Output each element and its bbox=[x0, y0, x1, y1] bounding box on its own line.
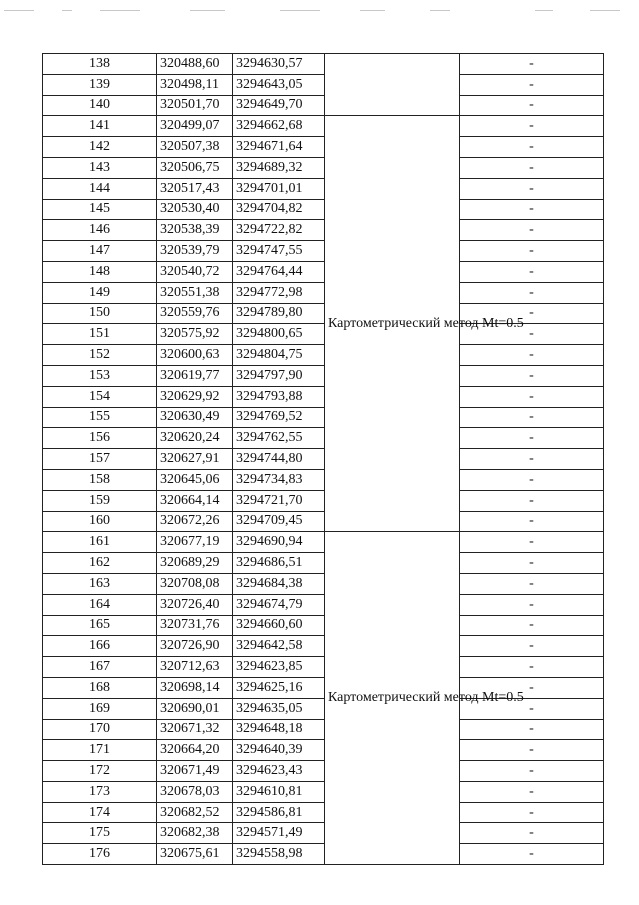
x-coordinate-cell: 320677,19 bbox=[157, 532, 233, 553]
point-number-cell: 143 bbox=[43, 157, 157, 178]
x-coordinate-cell: 320507,38 bbox=[157, 137, 233, 158]
note-cell: - bbox=[460, 157, 604, 178]
table-row bbox=[43, 407, 604, 428]
note-cell: - bbox=[460, 116, 604, 137]
note-cell: - bbox=[460, 324, 604, 345]
table-row bbox=[43, 261, 604, 282]
point-number-cell: 169 bbox=[43, 698, 157, 719]
x-coordinate-cell: 320539,79 bbox=[157, 241, 233, 262]
y-coordinate-cell: 3294586,81 bbox=[233, 802, 325, 823]
table-row bbox=[43, 781, 604, 802]
x-coordinate-cell: 320731,76 bbox=[157, 615, 233, 636]
point-number-cell: 161 bbox=[43, 532, 157, 553]
point-number-cell: 149 bbox=[43, 282, 157, 303]
x-coordinate-cell: 320627,91 bbox=[157, 449, 233, 470]
table-row bbox=[43, 657, 604, 678]
y-coordinate-cell: 3294662,68 bbox=[233, 116, 325, 137]
y-coordinate-cell: 3294762,55 bbox=[233, 428, 325, 449]
x-coordinate-cell: 320530,40 bbox=[157, 199, 233, 220]
table-row bbox=[43, 636, 604, 657]
note-cell: - bbox=[460, 781, 604, 802]
point-number-cell: 162 bbox=[43, 553, 157, 574]
table-row bbox=[43, 490, 604, 511]
x-coordinate-cell: 320630,49 bbox=[157, 407, 233, 428]
table-row bbox=[43, 594, 604, 615]
y-coordinate-cell: 3294649,70 bbox=[233, 95, 325, 116]
y-coordinate-cell: 3294648,18 bbox=[233, 719, 325, 740]
table-row bbox=[43, 573, 604, 594]
note-cell: - bbox=[460, 407, 604, 428]
y-coordinate-cell: 3294804,75 bbox=[233, 345, 325, 366]
x-coordinate-cell: 320645,06 bbox=[157, 469, 233, 490]
note-cell: - bbox=[460, 802, 604, 823]
table-row bbox=[43, 553, 604, 574]
x-coordinate-cell: 320708,08 bbox=[157, 573, 233, 594]
table-row bbox=[43, 241, 604, 262]
x-coordinate-cell: 320664,20 bbox=[157, 740, 233, 761]
y-coordinate-cell: 3294623,43 bbox=[233, 761, 325, 782]
x-coordinate-cell: 320551,38 bbox=[157, 282, 233, 303]
point-number-cell: 170 bbox=[43, 719, 157, 740]
point-number-cell: 172 bbox=[43, 761, 157, 782]
table-row bbox=[43, 740, 604, 761]
table-row bbox=[43, 282, 604, 303]
table-row bbox=[43, 54, 604, 75]
point-number-cell: 166 bbox=[43, 636, 157, 657]
x-coordinate-cell: 320506,75 bbox=[157, 157, 233, 178]
y-coordinate-cell: 3294772,98 bbox=[233, 282, 325, 303]
table-row bbox=[43, 719, 604, 740]
note-cell: - bbox=[460, 469, 604, 490]
y-coordinate-cell: 3294625,16 bbox=[233, 677, 325, 698]
point-number-cell: 164 bbox=[43, 594, 157, 615]
point-number-cell: 168 bbox=[43, 677, 157, 698]
note-cell: - bbox=[460, 74, 604, 95]
point-number-cell: 176 bbox=[43, 844, 157, 865]
x-coordinate-cell: 320682,38 bbox=[157, 823, 233, 844]
table-row bbox=[43, 199, 604, 220]
point-number-cell: 157 bbox=[43, 449, 157, 470]
point-number-cell: 153 bbox=[43, 365, 157, 386]
y-coordinate-cell: 3294686,51 bbox=[233, 553, 325, 574]
x-coordinate-cell: 320690,01 bbox=[157, 698, 233, 719]
table-row bbox=[43, 95, 604, 116]
point-number-cell: 173 bbox=[43, 781, 157, 802]
table-row bbox=[43, 345, 604, 366]
x-coordinate-cell: 320575,92 bbox=[157, 324, 233, 345]
note-cell: - bbox=[460, 740, 604, 761]
y-coordinate-cell: 3294769,52 bbox=[233, 407, 325, 428]
y-coordinate-cell: 3294709,45 bbox=[233, 511, 325, 532]
y-coordinate-cell: 3294690,94 bbox=[233, 532, 325, 553]
x-coordinate-cell: 320671,32 bbox=[157, 719, 233, 740]
y-coordinate-cell: 3294671,64 bbox=[233, 137, 325, 158]
y-coordinate-cell: 3294660,60 bbox=[233, 615, 325, 636]
table-row bbox=[43, 449, 604, 470]
note-cell: - bbox=[460, 677, 604, 698]
table-row bbox=[43, 116, 604, 137]
point-number-cell: 146 bbox=[43, 220, 157, 241]
point-number-cell: 138 bbox=[43, 54, 157, 75]
table-row bbox=[43, 386, 604, 407]
point-number-cell: 160 bbox=[43, 511, 157, 532]
y-coordinate-cell: 3294642,58 bbox=[233, 636, 325, 657]
x-coordinate-cell: 320600,63 bbox=[157, 345, 233, 366]
y-coordinate-cell: 3294722,82 bbox=[233, 220, 325, 241]
x-coordinate-cell: 320619,77 bbox=[157, 365, 233, 386]
point-number-cell: 174 bbox=[43, 802, 157, 823]
point-number-cell: 163 bbox=[43, 573, 157, 594]
x-coordinate-cell: 320672,26 bbox=[157, 511, 233, 532]
note-cell: - bbox=[460, 511, 604, 532]
note-cell: - bbox=[460, 282, 604, 303]
x-coordinate-cell: 320559,76 bbox=[157, 303, 233, 324]
y-coordinate-cell: 3294800,65 bbox=[233, 324, 325, 345]
y-coordinate-cell: 3294635,05 bbox=[233, 698, 325, 719]
x-coordinate-cell: 320517,43 bbox=[157, 178, 233, 199]
y-coordinate-cell: 3294630,57 bbox=[233, 54, 325, 75]
note-cell: - bbox=[460, 823, 604, 844]
y-coordinate-cell: 3294571,49 bbox=[233, 823, 325, 844]
y-coordinate-cell: 3294747,55 bbox=[233, 241, 325, 262]
y-coordinate-cell: 3294721,70 bbox=[233, 490, 325, 511]
x-coordinate-cell: 320501,70 bbox=[157, 95, 233, 116]
note-cell: - bbox=[460, 345, 604, 366]
x-coordinate-cell: 320498,11 bbox=[157, 74, 233, 95]
point-number-cell: 139 bbox=[43, 74, 157, 95]
x-coordinate-cell: 320664,14 bbox=[157, 490, 233, 511]
method-cell bbox=[325, 54, 460, 116]
x-coordinate-cell: 320629,92 bbox=[157, 386, 233, 407]
point-number-cell: 155 bbox=[43, 407, 157, 428]
x-coordinate-cell: 320538,39 bbox=[157, 220, 233, 241]
x-coordinate-cell: 320499,07 bbox=[157, 116, 233, 137]
coordinates-table-body bbox=[43, 54, 604, 865]
table-row bbox=[43, 761, 604, 782]
point-number-cell: 144 bbox=[43, 178, 157, 199]
table-row bbox=[43, 469, 604, 490]
scan-artifacts bbox=[0, 6, 639, 20]
x-coordinate-cell: 320689,29 bbox=[157, 553, 233, 574]
y-coordinate-cell: 3294764,44 bbox=[233, 261, 325, 282]
point-number-cell: 145 bbox=[43, 199, 157, 220]
point-number-cell: 158 bbox=[43, 469, 157, 490]
note-cell: - bbox=[460, 95, 604, 116]
note-cell: - bbox=[460, 137, 604, 158]
note-cell: - bbox=[460, 553, 604, 574]
point-number-cell: 175 bbox=[43, 823, 157, 844]
table-row bbox=[43, 137, 604, 158]
note-cell: - bbox=[460, 657, 604, 678]
x-coordinate-cell: 320678,03 bbox=[157, 781, 233, 802]
point-number-cell: 167 bbox=[43, 657, 157, 678]
x-coordinate-cell: 320488,60 bbox=[157, 54, 233, 75]
table-row bbox=[43, 532, 604, 553]
note-cell: - bbox=[460, 261, 604, 282]
point-number-cell: 165 bbox=[43, 615, 157, 636]
note-cell: - bbox=[460, 719, 604, 740]
y-coordinate-cell: 3294610,81 bbox=[233, 781, 325, 802]
y-coordinate-cell: 3294558,98 bbox=[233, 844, 325, 865]
table-row bbox=[43, 823, 604, 844]
note-cell: - bbox=[460, 594, 604, 615]
note-cell: - bbox=[460, 573, 604, 594]
point-number-cell: 140 bbox=[43, 95, 157, 116]
note-cell: - bbox=[460, 220, 604, 241]
y-coordinate-cell: 3294789,80 bbox=[233, 303, 325, 324]
x-coordinate-cell: 320682,52 bbox=[157, 802, 233, 823]
note-cell: - bbox=[460, 532, 604, 553]
x-coordinate-cell: 320726,40 bbox=[157, 594, 233, 615]
point-number-cell: 159 bbox=[43, 490, 157, 511]
table-row bbox=[43, 74, 604, 95]
y-coordinate-cell: 3294704,82 bbox=[233, 199, 325, 220]
table-row bbox=[43, 844, 604, 865]
table-row bbox=[43, 178, 604, 199]
note-cell: - bbox=[460, 54, 604, 75]
point-number-cell: 151 bbox=[43, 324, 157, 345]
note-cell: - bbox=[460, 386, 604, 407]
note-cell: - bbox=[460, 303, 604, 324]
x-coordinate-cell: 320671,49 bbox=[157, 761, 233, 782]
note-cell: - bbox=[460, 761, 604, 782]
point-number-cell: 142 bbox=[43, 137, 157, 158]
table-row bbox=[43, 157, 604, 178]
note-cell: - bbox=[460, 241, 604, 262]
x-coordinate-cell: 320540,72 bbox=[157, 261, 233, 282]
method-cell: Картометрический метод Mt=0.5 bbox=[325, 116, 460, 532]
note-cell: - bbox=[460, 698, 604, 719]
point-number-cell: 154 bbox=[43, 386, 157, 407]
point-number-cell: 141 bbox=[43, 116, 157, 137]
note-cell: - bbox=[460, 178, 604, 199]
y-coordinate-cell: 3294734,83 bbox=[233, 469, 325, 490]
note-cell: - bbox=[460, 199, 604, 220]
table-row bbox=[43, 615, 604, 636]
y-coordinate-cell: 3294744,80 bbox=[233, 449, 325, 470]
coordinates-table bbox=[42, 53, 604, 865]
y-coordinate-cell: 3294640,39 bbox=[233, 740, 325, 761]
table-row bbox=[43, 802, 604, 823]
y-coordinate-cell: 3294797,90 bbox=[233, 365, 325, 386]
x-coordinate-cell: 320698,14 bbox=[157, 677, 233, 698]
note-cell: - bbox=[460, 636, 604, 657]
point-number-cell: 156 bbox=[43, 428, 157, 449]
table-row bbox=[43, 428, 604, 449]
point-number-cell: 150 bbox=[43, 303, 157, 324]
point-number-cell: 148 bbox=[43, 261, 157, 282]
note-cell: - bbox=[460, 428, 604, 449]
x-coordinate-cell: 320712,63 bbox=[157, 657, 233, 678]
note-cell: - bbox=[460, 365, 604, 386]
y-coordinate-cell: 3294623,85 bbox=[233, 657, 325, 678]
y-coordinate-cell: 3294689,32 bbox=[233, 157, 325, 178]
table-row bbox=[43, 220, 604, 241]
y-coordinate-cell: 3294793,88 bbox=[233, 386, 325, 407]
x-coordinate-cell: 320675,61 bbox=[157, 844, 233, 865]
note-cell: - bbox=[460, 490, 604, 511]
y-coordinate-cell: 3294701,01 bbox=[233, 178, 325, 199]
point-number-cell: 147 bbox=[43, 241, 157, 262]
x-coordinate-cell: 320620,24 bbox=[157, 428, 233, 449]
y-coordinate-cell: 3294643,05 bbox=[233, 74, 325, 95]
y-coordinate-cell: 3294684,38 bbox=[233, 573, 325, 594]
point-number-cell: 171 bbox=[43, 740, 157, 761]
note-cell: - bbox=[460, 844, 604, 865]
point-number-cell: 152 bbox=[43, 345, 157, 366]
table-row bbox=[43, 511, 604, 532]
method-cell: Картометрический метод Mt=0.5 bbox=[325, 532, 460, 865]
note-cell: - bbox=[460, 449, 604, 470]
note-cell: - bbox=[460, 615, 604, 636]
y-coordinate-cell: 3294674,79 bbox=[233, 594, 325, 615]
table-row bbox=[43, 365, 604, 386]
x-coordinate-cell: 320726,90 bbox=[157, 636, 233, 657]
